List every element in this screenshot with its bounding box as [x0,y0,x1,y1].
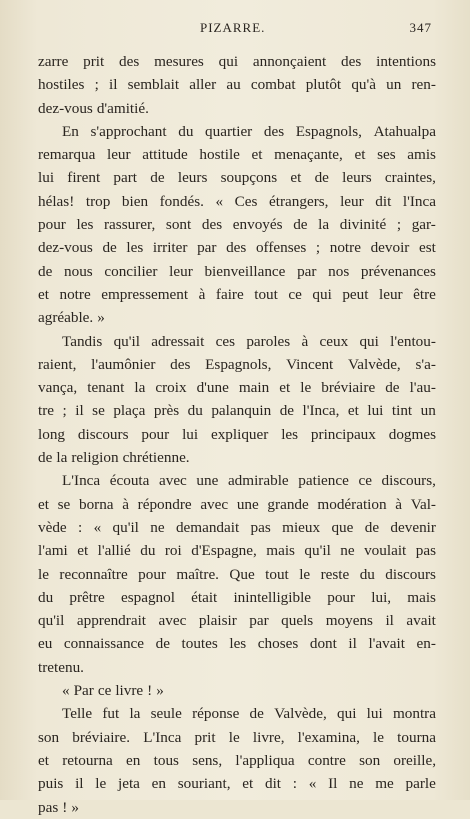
text-line: tretenu. [38,658,84,676]
text-line: hostiles ; il semblait aller au combat plutôt qu'à un ren- [38,76,436,94]
text-line: raient, l'aumônier des Espagnols, Vincent Valvède, s'a- [38,355,436,373]
text-line: qu'il apprendrait avec plaisir par quels moyens il avait [38,612,436,630]
text-line: pas ! » [38,798,79,816]
running-head [0,20,470,38]
text-line: et notre empressement à faire tout ce qui peut leur être [38,285,436,303]
text-line: son bréviaire. L'Inca prit le livre, l'examina, le tourna [38,728,436,746]
text-line: Tandis qu'il adressait ces paroles à ceux qui l'entou- [62,332,436,350]
text-line: agréable. » [38,309,105,327]
text-line: dez-vous d'amitié. [38,99,149,117]
text-line: zarre prit des mesures qui annonçaient des intentions [38,53,436,70]
text-line: L'Inca écouta avec une admirable patience ce discours, [62,472,436,490]
text-line: puis il le jeta en souriant, et dit : « Il ne me parle [38,775,436,793]
text-line: « Par ce livre ! » [62,682,164,700]
running-title: PIZARRE. [200,20,266,35]
page-number: 347 [409,20,432,35]
text-line: vança, tenant la croix d'une main et le bréviaire de l'au- [38,379,436,397]
text-line: l'ami et l'allié du roi d'Espagne, mais qu'il ne voulait pas [38,542,436,560]
text-line: et retourna en tous sens, l'appliqua contre son oreille, [38,751,436,769]
text-line: de la religion chrétienne. [38,449,190,467]
text-line: pour les rassurer, sont des envoyés de la divinité ; gar- [38,216,436,234]
text-line: du prêtre espagnol était inintelligible pour lui, mais [38,588,436,606]
text-line: Telle fut la seule réponse de Valvède, qui lui montra [62,705,436,723]
text-line: tre ; il se plaça près du palanquin de l'Inca, et lui tint un [38,402,436,420]
text-line: eu connaissance de toutes les choses dont il l'avait en- [38,635,436,653]
text-line: et se borna à répondre avec une grande modération à Val- [38,495,436,513]
text-line: de nous concilier leur bienveillance par nos prévenances [38,262,436,280]
text-line: dez-vous de les irriter par des offenses ; notre devoir est [38,239,436,257]
body-text [38,50,436,819]
text-line: long discours pour lui expliquer les principaux dogmes [38,425,436,443]
text-line: vède : « qu'il ne demandait pas mieux que de devenir [38,518,436,536]
text-line: le reconnaître pour maître. Que tout le reste du discours [38,565,436,583]
text-line: lui firent part de leurs soupçons et de leurs craintes, [38,169,436,187]
text-line: remarqua leur attitude hostile et menaçante, et ses amis [38,146,436,164]
text-line: hélas! trop bien fondés. « Ces étrangers, leur dit l'Inca [38,192,436,210]
text-line: En s'approchant du quartier des Espagnols, Atahualpa [62,122,436,140]
